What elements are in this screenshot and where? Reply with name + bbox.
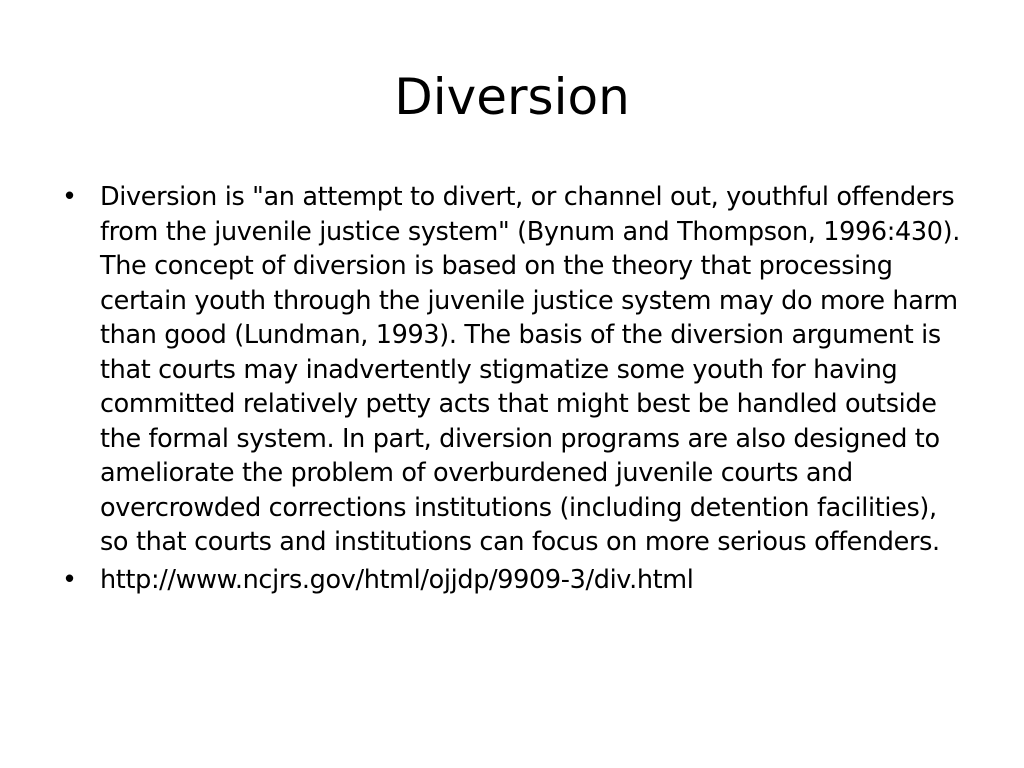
bullet-icon: • [62,564,77,595]
bullet-icon: • [62,182,77,212]
bullet-text: Diversion is "an attempt to divert, or channel out, youthful offenders from the juvenile justice system" (Bynum and Thompson, 1996:430). The concept of diversion is based on the theory that processing certain youth through the juvenile justice system may do more harm than good (Lundman, 1993). The basis of the diversion argument is that courts may inadvertently stigmatize some youth for having committed relatively petty acts that might best be handled outside the formal system. In part, diversion programs are also designed to ameliorate the problem of overburdened juvenile courts and overcrowded corrections institutions (including detention facilities), so that courts and institutions can focus on more serious offenders. [100,182,960,557]
slide-title: Diversion [394,68,630,126]
bullet-item-definition [62,180,967,560]
bullet-list [62,180,967,600]
source-url-text: http://www.ncjrs.gov/html/ojjdp/9909-3/div.html [100,564,694,595]
bullet-item-link [62,563,967,598]
